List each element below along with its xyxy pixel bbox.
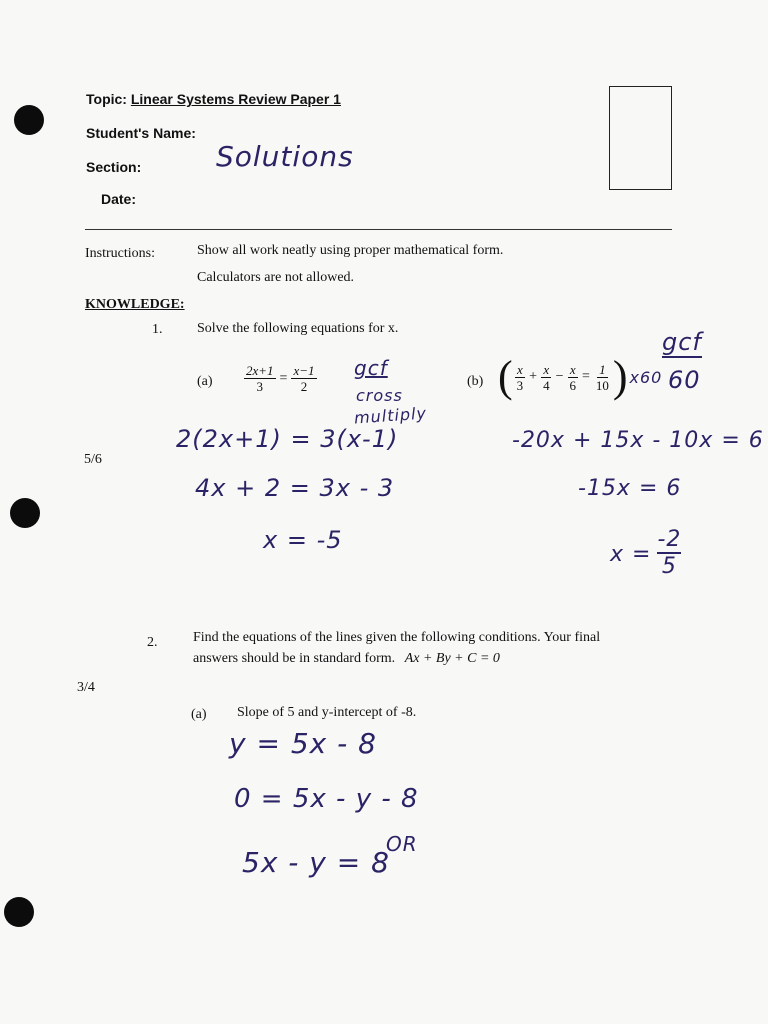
q1b-term-3-den: 6 <box>569 377 576 393</box>
q1-number: 1. <box>152 322 163 337</box>
topic-value: Linear Systems Review Paper 1 <box>130 91 341 107</box>
q1a-rhs-fraction <box>291 363 316 394</box>
q1a-note-gcf: gcf <box>354 356 388 380</box>
q1a-note-cross: cross <box>356 386 403 405</box>
knowledge-heading: KNOWLEDGE: <box>85 297 185 312</box>
q1b-note-gcf: gcf <box>662 328 702 356</box>
q1b-step-2: -15x = 6 <box>578 476 682 501</box>
q1b-term-3-num: x <box>569 361 576 377</box>
q1b-term-2-den: 4 <box>543 377 550 393</box>
q1b-step-3-fraction <box>657 528 681 580</box>
q1a-rhs-denominator: 2 <box>300 379 308 394</box>
binder-hole-middle <box>10 498 40 528</box>
student-name-label: Student's Name: <box>86 125 196 141</box>
q2a-step-2: 0 = 5x - y - 8 <box>234 784 419 814</box>
q1a-step-1: 2(2x+1) = 3(x-1) <box>176 425 399 453</box>
q1b-term-4-den: 10 <box>595 377 609 393</box>
q1b-term-1-num: x <box>517 361 523 377</box>
q2a-step-1: y = 5x - 8 <box>229 727 377 760</box>
q2a-label: (a) <box>191 707 207 722</box>
q2-standard-form: Ax + By + C = 0 <box>404 651 500 666</box>
q1b-step-3-lhs: x = <box>610 541 652 567</box>
q2a-prompt: Slope of 5 and y-intercept of -8. <box>237 705 417 720</box>
q2a-step-3: 5x - y = 8 <box>242 846 390 879</box>
q1b-term-2-num: x <box>543 361 550 377</box>
q1b-open-paren: ( <box>498 352 513 401</box>
q2-score: 3/4 <box>77 680 95 695</box>
q1b-plus: + <box>529 369 538 384</box>
binder-hole-top <box>14 105 44 135</box>
q1b-term-3 <box>567 362 578 393</box>
q1a-step-3: x = -5 <box>263 526 343 554</box>
q1a-step-2: 4x + 2 = 3x - 3 <box>195 474 395 502</box>
binder-hole-bottom <box>4 897 34 927</box>
q1b-minus: − <box>555 369 564 384</box>
instructions-label: Instructions: <box>85 246 155 261</box>
q1b-step-3-num: -2 <box>657 527 682 552</box>
q1-score: 5/6 <box>84 452 102 467</box>
q1a-lhs-denominator: 3 <box>256 379 264 394</box>
q2-prompt-line-2-text: answers should be in standard form. <box>193 651 396 666</box>
q1b-term-4-num: 1 <box>599 361 606 377</box>
q1a-equals: = <box>279 370 288 386</box>
q1b-equation <box>498 353 662 401</box>
q1b-term-4 <box>594 362 611 393</box>
q1a-lhs-numerator: 2x+1 <box>246 363 274 378</box>
q2-prompt-line-2 <box>193 651 500 667</box>
score-box <box>609 86 672 190</box>
q1a-note-multiply: multiply <box>353 403 428 428</box>
q1b-multiplier: x60 <box>629 367 663 387</box>
q1a-lhs-fraction <box>244 363 276 394</box>
q2-number: 2. <box>147 635 158 650</box>
q1-prompt: Solve the following equations for x. <box>197 321 399 336</box>
section-label: Section: <box>86 159 142 175</box>
q2a-or: OR <box>386 832 418 856</box>
q1b-step-1: -20x + 15x - 10x = 6 <box>512 428 764 453</box>
q2-prompt-line-1: Find the equations of the lines given the following conditions. Your final <box>193 630 601 645</box>
q1b-close-paren: ) <box>612 352 628 401</box>
q1a-equation <box>242 363 319 394</box>
instructions-line-2: Calculators are not allowed. <box>197 270 355 285</box>
q1b-label: (b) <box>467 374 484 389</box>
q1b-equals: = <box>581 369 590 384</box>
q1b-step-3-den: 5 <box>661 554 677 579</box>
date-label: Date: <box>101 191 137 207</box>
section-handwritten: Solutions <box>216 140 354 173</box>
q1a-label: (a) <box>197 374 213 389</box>
q1b-step-3 <box>610 528 681 580</box>
q1b-term-1-den: 3 <box>516 377 524 393</box>
header-divider <box>85 229 672 230</box>
topic-label: Topic: <box>86 91 127 107</box>
instructions-line-1: Show all work neatly using proper mathematical form. <box>197 243 504 258</box>
q1a-rhs-numerator: x−1 <box>293 363 315 378</box>
topic-line <box>86 91 341 107</box>
q1b-term-1 <box>515 362 526 393</box>
q1b-note-60: 60 <box>668 366 701 394</box>
q1b-term-2 <box>541 362 552 393</box>
